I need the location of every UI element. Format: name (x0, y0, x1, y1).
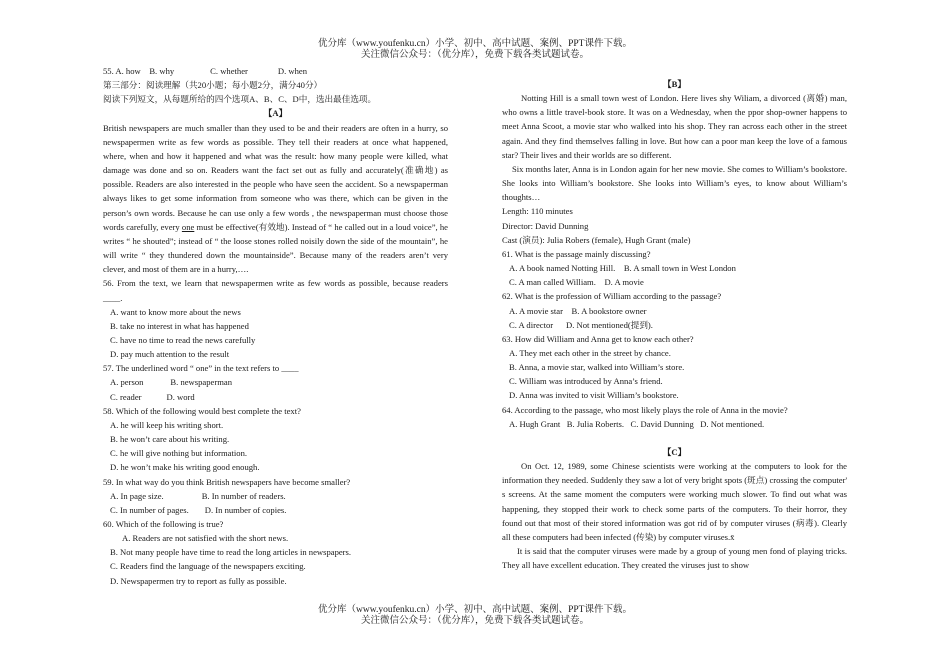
q58-option-c: C. he will give nothing but information. (110, 448, 248, 459)
q55-option-b: B. why (149, 66, 175, 76)
movie-cast: Cast (演员): Julia Robers (female), Hugh Grant (male) (502, 234, 691, 245)
question-55-options (103, 64, 448, 78)
q60-option-c: C. Readers find the language of the newspapers exciting. (110, 561, 306, 572)
q59-option-c: C. In number of pages. (110, 504, 189, 515)
q59-options-ab (103, 489, 448, 503)
passage-c-paragraph-1: On Oct. 12, 1989, some Chinese scientists were working at the computers to look for the information they needed. Suddenly they saw a lot of very bright spots (斑点) crossing the computer' s screens. At the same moment the computers were working much slower. To find out what was happening, they stopped their work to check some parts of the computers. To their horror, they found out that most of their stored information was got rid of by computer viruses (病毒). Clearly all these computers had been infected (传染) by computer viruses.x̄ (502, 461, 847, 542)
q57-options-ab (103, 375, 448, 389)
q63-option-c: C. William was introduced by Anna’s friend. (509, 376, 663, 387)
question-58: 58. Which of the following would best complete the text? (103, 405, 301, 416)
passage-a-text-part1: British newspapers are much smaller than they used to be and their readers are often in a hurry, so newspapermen write as few words as possible. They tell their readers at once what happened, where, when and how it happened and what was the result: how many people were killed, what damage was done and so on. Readers want the fact set out as fully and accurately(准确地) as possible. Readers are also interested in the people who have seen the accident. So a newspaperman always likes to get some information from someone who was there, which can be given in the person’s own words. Because he can use only a few words , the newspaperman must choose those words carefully, every (103, 122, 448, 232)
page-footer (0, 605, 950, 627)
q57-option-c: C. reader (110, 391, 142, 402)
q60-option-b: B. Not many people have time to read the long articles in newspapers. (110, 547, 352, 558)
header-line-2: 关注微信公众号：（优分库），免费下载各类试题试卷。 (360, 50, 589, 60)
question-61: 61. What is the passage mainly discussing? (502, 248, 651, 259)
footer-line-1: 优分库（www.youfenku.cn）小学、初中、高中试题、案例、PPT课件下载。 (318, 605, 632, 615)
q56-option-c: C. have no time to read the news carefully (110, 334, 256, 345)
question-56: 56. From the text, we learn that newspapermen write as few words as possible, because readers ____. (103, 278, 448, 303)
q59-option-a: A. In page size. (110, 490, 164, 501)
right-column (502, 77, 847, 572)
footer-line-2: 关注微信公众号：（优分库），免费下载各类试题试卷。 (360, 616, 589, 626)
spacer (502, 431, 847, 445)
q56-option-b: B. take no interest in what has happened (110, 320, 249, 331)
q61-options-cd: C. A man called William. D. A movie (509, 277, 644, 288)
passage-a-text (103, 121, 448, 277)
page-header (0, 39, 950, 61)
q59-option-d: D. In number of copies. (204, 504, 287, 515)
passage-c-paragraph-2: It is said that the computer viruses were made by a group of young men fond of playing tricks. They all have excellent education. They created the viruses just to show (502, 546, 847, 571)
underlined-word: one (181, 221, 195, 232)
q60-option-d: D. Newspapermen try to report as fully as possible. (110, 575, 287, 586)
q62-options-ab: A. A movie star B. A bookstore owner (509, 305, 647, 316)
question-60: 60. Which of the following is true? (103, 519, 224, 529)
passage-c-title: 【C】 (662, 446, 687, 457)
question-63: 63. How did William and Anna get to know each other? (502, 333, 694, 344)
q57-option-a: A. person (110, 377, 144, 388)
q58-option-a: A. he will keep his writing short. (110, 419, 224, 430)
movie-director: Director: David Dunning (502, 220, 589, 231)
question-59: 59. In what way do you think British newspapers have become smaller? (103, 476, 351, 487)
question-57: 57. The underlined word “ one” in the text refers to ____ (103, 363, 299, 374)
q56-option-d: D. pay much attention to the result (110, 349, 230, 360)
q55-option-c: C. whether (210, 66, 248, 76)
passage-b-title: 【B】 (663, 79, 686, 89)
question-62: 62. What is the profession of William according to the passage? (502, 291, 722, 302)
passage-a-title: 【A】 (263, 108, 288, 119)
q59-options-cd (103, 503, 448, 517)
q57-options-cd (103, 390, 448, 404)
q60-option-a: A. Readers are not satisfied with the short news. (122, 533, 289, 544)
part3-heading: 第三部分：阅读理解（共20小题；每小题2分，满分40分） (103, 80, 323, 91)
left-column (103, 64, 448, 588)
reading-instruction: 阅读下列短文，从每题所给的四个选项A、B、C、D中，选出最佳选项。 (103, 94, 377, 105)
q62-options-cd: C. A director D. Not mentioned(提到). (509, 319, 653, 330)
q63-option-a: A. They met each other in the street by chance. (509, 347, 671, 358)
q56-option-a: A. want to know more about the news (110, 306, 241, 317)
passage-a-text-part2: must be effective(有效地). Instead of “ he called out in a loud voice”, he writes “ he shouted”; instead of “ the loose stones rolled noisily down the side of the mountain”, he will write “ they thundered down the mountainside”. Because many of the readers aren’t very clever, and most of them are in a hurry,…. (103, 221, 448, 275)
q64-options: A. Hugh Grant B. Julia Roberts. C. David Dunning D. Not mentioned. (509, 418, 765, 429)
q58-option-d: D. he won’t make his writing good enough. (110, 462, 260, 473)
movie-length: Length: 110 minutes (502, 206, 573, 217)
q55-option-d: D. when (277, 66, 308, 76)
q63-option-b: B. Anna, a movie star, walked into William’s store. (509, 362, 685, 373)
question-64: 64. According to the passage, who most likely plays the role of Anna in the movie? (502, 404, 788, 415)
q57-option-d: D. word (166, 391, 195, 402)
q59-option-b: B. In number of readers. (201, 490, 286, 501)
passage-b-paragraph-2: Six months later, Anna is in London again for her new movie. She comes to William’s bookstore. She looks into William’s bookstore. She looks into William’s eyes, to know about William’s thoughts… (502, 163, 847, 203)
q57-option-b: B. newspaperman (170, 377, 232, 388)
q63-option-d: D. Anna was invited to visit William’s bookstore. (509, 390, 679, 401)
q61-options-ab: A. A book named Notting Hill. B. A small town in West London (509, 263, 736, 274)
q58-option-b: B. he won’t care about his writing. (110, 434, 230, 445)
passage-b-paragraph-1: Notting Hill is a small town west of London. Here lives shy Wiliam, a divorced (离婚) man, who owns a little travel-book store. It was on a Wednesday, when the ppor shop-owner happens to meet Anna Scoot, a movie star who walked into his shop. They ran across each other in the street again. And they find themselves falling in love. But how can a poor man keep the love of a famous star? Their lives and their worlds are so different. (502, 93, 847, 160)
header-line-1: 优分库（www.youfenku.cn）小学、初中、高中试题、案例、PPT课件下载。 (318, 39, 632, 49)
q55-option-a: 55. A. how (103, 66, 141, 76)
